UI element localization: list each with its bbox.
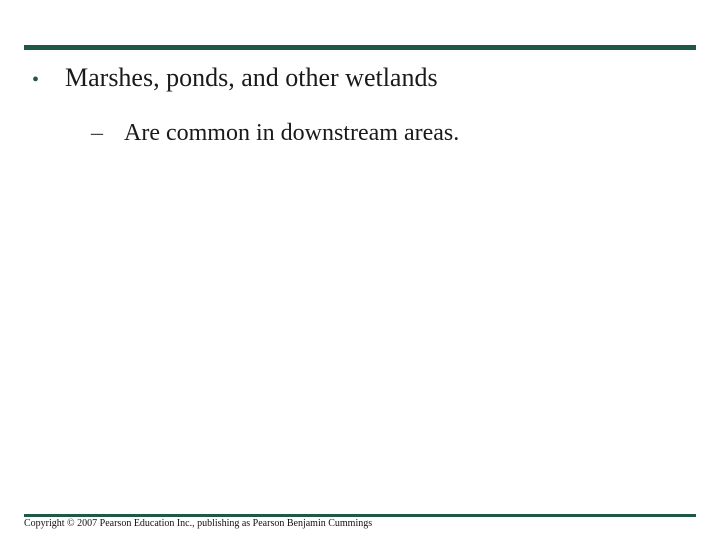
bullet-text: Marshes, ponds, and other wetlands (65, 63, 438, 92)
sub-bullet-text: Are common in downstream areas. (124, 120, 460, 146)
top-divider (24, 45, 696, 50)
bottom-divider (24, 514, 696, 517)
sub-bullet-item (91, 118, 459, 148)
bullet-item (32, 62, 438, 96)
sub-bullet-marker: – (91, 120, 103, 146)
bullet-marker: • (32, 69, 40, 91)
copyright-footer: Copyright © 2007 Pearson Education Inc., publishing as Pearson Benjamin Cummings (24, 518, 373, 529)
